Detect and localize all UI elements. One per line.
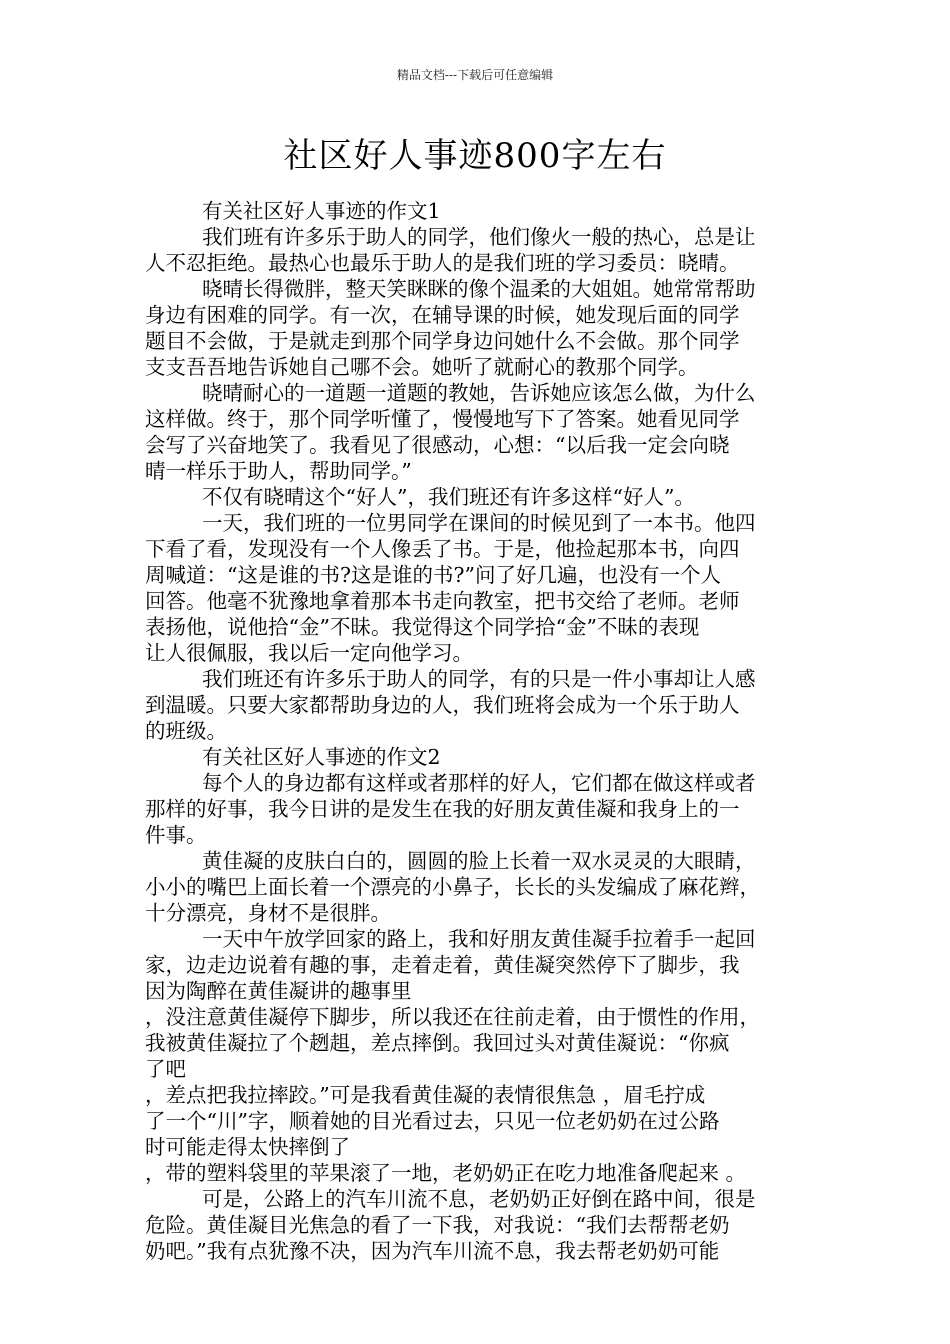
text-line: 因为陶醉在黄佳凝讲的趣事里	[145, 979, 412, 1003]
text-line: 危险。黄佳凝目光焦急的看了一下我，对我说：“我们去帮帮老奶	[145, 1213, 730, 1237]
text-line: 身边有困难的同学。有一次，在辅导课的时候，她发现后面的同学	[145, 303, 740, 327]
text-line: 让人很佩服，我以后一定向他学习。	[145, 641, 473, 665]
header-note: 精品文档---下载后可任意编辑	[396, 68, 554, 82]
text-line: ，差点把我拉摔跤。”可是我看黄佳凝的表情很焦急 ，眉毛拧成	[145, 1083, 706, 1107]
text-line: 下看了看，发现没有一个人像丢了书。于是，他捡起那本书，向四	[145, 537, 740, 561]
text-line: 不仅有晓晴这个“好人”，我们班还有许多这样“好人”。	[202, 485, 695, 509]
text-line: 人不忍拒绝。最热心也最乐于助人的是我们班的学习委员：晓晴。	[145, 251, 740, 275]
text-line: 件事。	[145, 823, 207, 847]
text-line: 家，边走边说着有趣的事，走着走着，黄佳凝突然停下了脚步，我	[145, 953, 740, 977]
text-line: 奶吧。”我有点犹豫不决，因为汽车川流不息，我去帮老奶奶可能	[145, 1239, 720, 1263]
text-line: 我被黄佳凝拉了个趔趄，差点摔倒。我回过头对黄佳凝说：“你疯	[145, 1031, 730, 1055]
text-line: 我们班还有许多乐于助人的同学，有的只是一件小事却让人感	[202, 667, 756, 691]
text-line: 十分漂亮，身材不是很胖。	[145, 901, 391, 925]
text-line: 时可能走得太快摔倒了	[145, 1135, 350, 1159]
text-line: 会写了兴奋地笑了。我看见了很感动，心想：“以后我一定会向晓	[145, 433, 730, 457]
text-line: 了一个“川”字，顺着她的目光看过去，只见一位老奶奶在过公路	[145, 1109, 720, 1133]
text-line: 小小的嘴巴上面长着一个漂亮的小鼻子，长长的头发编成了麻花辫，	[145, 875, 760, 899]
text-line: 晴一样乐于助人，帮助同学。”	[145, 459, 412, 483]
text-line: 支支吾吾地告诉她自己哪不会。她听了就耐心的教那个同学。	[145, 355, 699, 379]
text-line: ，没注意黄佳凝停下脚步，所以我还在往前走着，由于惯性的作用，	[145, 1005, 760, 1029]
text-line: 有关社区好人事迹的作文1	[202, 199, 441, 223]
text-line: 晓晴耐心的一道题一道题的教她，告诉她应该怎么做，为什么	[202, 381, 756, 405]
text-line: ，带的塑料袋里的苹果滚了一地，老奶奶正在吃力地准备爬起来 。	[145, 1161, 747, 1185]
text-line: 这样做。终于，那个同学听懂了，慢慢地写下了答案。她看见同学	[145, 407, 740, 431]
text-line: 每个人的身边都有这样或者那样的好人，它们都在做这样或者	[202, 771, 756, 795]
text-line: 到温暖。只要大家都帮助身边的人，我们班将会成为一个乐于助人	[145, 693, 740, 717]
text-line: 那样的好事，我今日讲的是发生在我的好朋友黄佳凝和我身上的一	[145, 797, 740, 821]
text-line: 的班级。	[145, 719, 227, 743]
text-line: 回答。他毫不犹豫地拿着那本书走向教室，把书交给了老师。老师	[145, 589, 740, 613]
text-line: 黄佳凝的皮肤白白的，圆圆的脸上长着一双水灵灵的大眼睛，	[202, 849, 756, 873]
text-line: 题目不会做，于是就走到那个同学身边问她什么不会做。那个同学	[145, 329, 740, 353]
text-line: 晓晴长得微胖，整天笑眯眯的像个温柔的大姐姐。她常常帮助	[202, 277, 756, 301]
text-line: 一天，我们班的一位男同学在课间的时候见到了一本书。他四	[202, 511, 756, 535]
text-line: 了吧	[145, 1057, 186, 1081]
text-line: 表扬他，说他拾“金”不昧。我觉得这个同学拾“金”不昧的表现	[145, 615, 700, 639]
text-line: 有关社区好人事迹的作文2	[202, 745, 441, 769]
text-line: 我们班有许多乐于助人的同学，他们像火一般的热心，总是让	[202, 225, 756, 249]
body-text	[145, 198, 810, 1264]
text-line: 周喊道：“这是谁的书?这是谁的书?”问了好几遍，也没有一个人	[145, 563, 721, 587]
document-title: 社区好人事迹800字左右	[283, 136, 667, 176]
text-line: 可是，公路上的汽车川流不息，老奶奶正好倒在路中间，很是	[202, 1187, 756, 1211]
text-line: 一天中午放学回家的路上，我和好朋友黄佳凝手拉着手一起回	[202, 927, 756, 951]
